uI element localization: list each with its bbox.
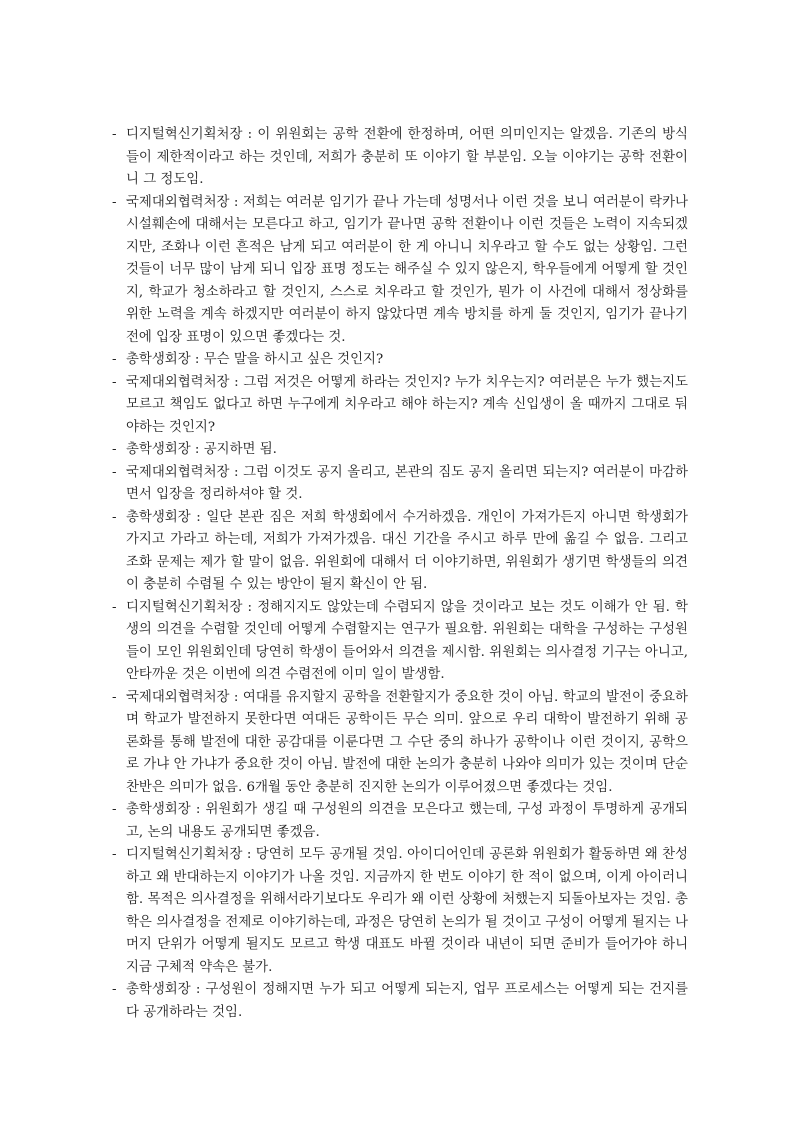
bullet-dash: -	[112, 442, 117, 457]
list-item	[112, 687, 688, 800]
item-text: 총학생회장 : 위원회가 생길 때 구성원의 의견을 모은다고 했는데, 구성 과정이 투명하게 공개되고, 논의 내용도 공개되면 좋겠음.	[126, 802, 688, 840]
bullet-dash: -	[112, 374, 117, 390]
list-item	[112, 124, 688, 192]
item-text: 디지털혁신기획처장 : 정해지지도 않았는데 수렴되지 않을 것이라고 보는 것도 이해가 안 됨. 학생의 의견을 수렴할 것인데 어떻게 수렴할지는 연구가 필요함. 위원회는 대학을 구성하는 구성원들이 모인 위원회인데 당연히 학생이 들어와서 의견을 제시함. 위원회는 의사결정 기구는 아니고, 안타까운 것은 이번에 의견 수렴전에 이미 일이 발생함.	[126, 599, 688, 682]
item-text: 국제대외협력처장 : 저희는 여러분 임기가 끝나 가는데 성명서나 이런 것을 보니 여러분이 락카나 시설훼손에 대해서는 모른다고 하고, 임기가 끝나면 공학 전환이나 이런 것들은 노력이 지속되겠지만, 조화나 이런 흔적은 남게 되고 여러분이 한 게 아니니 치우라고 할 수도 없는 상황임. 그런 것들이 너무 많이 남게 되니 입장 표명 정도는 해주실 수 있지 않은지, 학우들에게 어떻게 할 것인지, 학교가 청소하라고 할 것인지, 스스로 치우라고 할 것인가, 뭔가 이 사건에 대해서 정상화를 위한 노력을 계속 하겠지만 여러분이 하지 않았다면 계속 방치를 하게 둘 것인지, 임기가 끝나기 전에 입장 표명이 있으면 좋겠다는 것.	[126, 194, 688, 345]
list-item	[112, 507, 688, 597]
item-text: 총학생회장 : 공지하면 됨.	[126, 442, 277, 457]
list-item	[112, 597, 688, 687]
bullet-dash: -	[112, 599, 117, 615]
list-item	[112, 192, 688, 350]
list-item	[112, 372, 688, 440]
list-item	[112, 979, 688, 1024]
item-text: 디지털혁신기획처장 : 당연히 모두 공개될 것임. 아이디어인데 공론화 위원회가 활동하면 왜 찬성하고 왜 반대하는지 이야기가 나올 것임. 지금까지 한 번도 이야기 한 적이 없으며, 이게 아이러니 함. 목적은 의사결정을 위해서라기보다도 우리가 왜 이런 상황에 처했는지 되돌아보자는 것임. 총학은 의사결정을 전제로 이야기하는데, 과정은 당연히 논의가 될 것이고 구성이 어떻게 될지는 나머지 단위가 어떻게 될지도 모르고 학생 대표도 바뀔 것이라 내년이 되면 준비가 들어가야 하니 지금 구체적 약속은 불가.	[126, 847, 688, 975]
item-text: 총학생회장 : 일단 본관 짐은 저희 학생회에서 수거하겠음. 개인이 가져가든지 아니면 학생회가 가지고 가라고 하는데, 저희가 가져가겠음. 대신 기간을 주시고 하루 만에 옮길 수 없음. 그리고 조화 문제는 제가 할 말이 없음. 위원회에 대해서 더 이야기하면, 위원회가 생기면 학생들의 의견이 충분히 수렴될 수 있는 방안이 될지 확신이 안 됨.	[126, 509, 688, 592]
item-text: 총학생회장 : 무슨 말을 하시고 싶은 것인지?	[126, 352, 384, 367]
bullet-dash: -	[112, 194, 117, 210]
item-text: 총학생회장 : 구성원이 정해지면 누가 되고 어떻게 되는지, 업무 프로세스는 어떻게 되는 건지를 다 공개하라는 것임.	[126, 982, 688, 1020]
list-item	[112, 349, 688, 372]
item-text: 국제대외협력처장 : 그럼 이것도 공지 올리고, 본관의 짐도 공지 올리면 되는지? 여러분이 마감하면서 입장을 정리하셔야 할 것.	[126, 464, 688, 502]
item-text: 디지털혁신기획처장 : 이 위원회는 공학 전환에 한정하며, 어떤 의미인지는 알겠음. 기존의 방식들이 제한적이라고 하는 것인데, 저희가 충분히 또 이야기 할 부분임. 오늘 이야기는 공학 전환이니 그 정도임.	[126, 127, 688, 187]
bullet-dash: -	[112, 464, 117, 480]
bullet-dash: -	[112, 509, 117, 525]
list-item	[112, 439, 688, 462]
bullet-dash: -	[112, 982, 117, 997]
list-item	[112, 462, 688, 507]
bullet-dash: -	[112, 127, 117, 142]
item-text: 국제대외협력처장 : 여대를 유지할지 공학을 전환할지가 중요한 것이 아님. 학교의 발전이 중요하며 학교가 발전하지 못한다면 여대든 공학이든 무슨 의미. 앞으로 우리 대학이 발전하기 위해 공론화를 통해 발전에 대한 공감대를 이룬다면 그 수단 중의 하나가 공학이나 이런 것이지, 공학으로 가냐 안 가냐가 중요한 것이 아님. 발전에 대한 논의가 충분히 나와야 의미가 있는 것이며 단순 찬반은 의미가 없음. 6개월 동안 충분히 진지한 논의가 이루어졌으면 좋겠다는 것임.	[126, 689, 688, 795]
document-body	[112, 124, 688, 1024]
bullet-dash: -	[112, 689, 117, 705]
item-text: 국제대외협력처장 : 그럼 저것은 어떻게 하라는 것인지? 누가 치우는지? 여러분은 누가 했는지도 모르고 책임도 없다고 하면 누구에게 치우라고 해야 하는지? 계속 신입생이 올 때까지 그대로 둬야하는 것인지?	[126, 374, 688, 435]
list-item	[112, 799, 688, 844]
bullet-dash: -	[112, 847, 117, 862]
bullet-dash: -	[112, 352, 117, 367]
bullet-dash: -	[112, 802, 117, 817]
list-item	[112, 844, 688, 979]
